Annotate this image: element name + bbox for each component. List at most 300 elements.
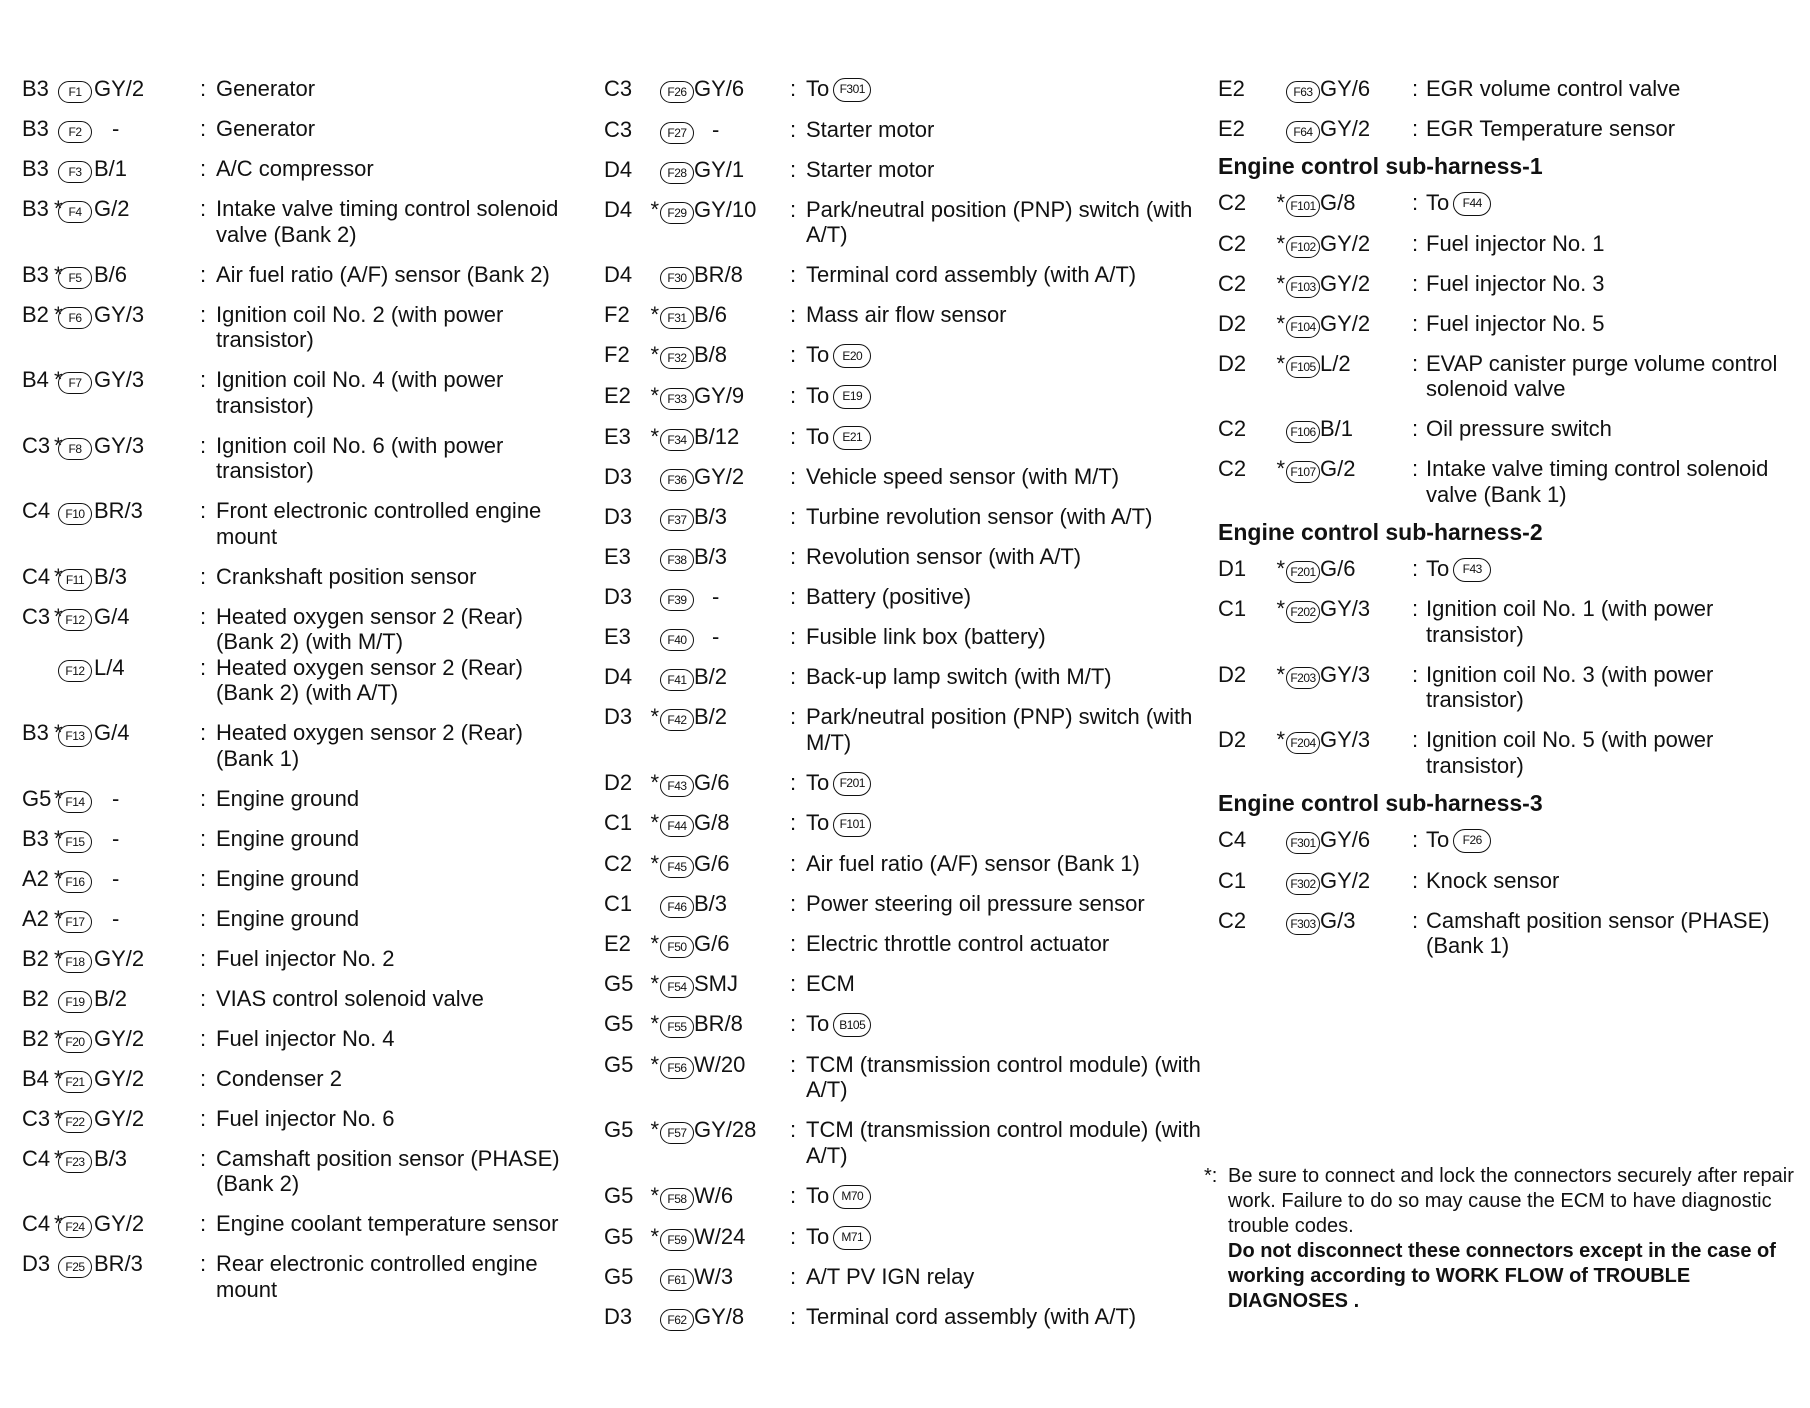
grid-location: D4 [604,262,633,288]
separator-colon: : [789,704,797,730]
description-text: To [1426,190,1450,215]
connector-number: F5 [58,267,92,289]
connector-row [1218,727,1798,778]
wire-color-pins: W/6 [694,1182,734,1208]
wire-color-pins: GY/9 [694,382,745,408]
connector-number: F302 [1286,873,1320,895]
separator-colon: : [199,498,207,523]
separator-colon: : [199,603,207,629]
description-text: Engine ground [216,905,360,931]
connector-number: F21 [58,1071,92,1093]
grid-location: C4 [22,1211,51,1236]
grid-location: C1 [604,810,633,836]
connector-number: F2 [58,121,92,143]
description-text: Power steering oil pressure sensor [806,891,1145,917]
connector-number: F107 [1286,461,1320,483]
grid-location: C1 [1218,867,1247,893]
connector-row [604,197,1204,248]
connector-number: F303 [1286,913,1320,935]
separator-colon: : [199,825,207,851]
connector-number: F201 [1286,561,1320,583]
separator-colon: : [199,156,207,181]
connector-row [1218,662,1798,713]
grid-location: D2 [1218,350,1247,376]
wire-color-pins: BR/3 [94,1251,143,1276]
description-text: TCM (transmission control module) (with A/T) [806,1117,1201,1168]
grid-location: B2 [22,985,49,1011]
separator-colon: : [199,367,207,392]
connector-number: F50 [660,936,694,958]
target-connector-symbol: F26 [1453,829,1491,853]
lock-asterisk: * [650,1223,659,1249]
connector-symbol [58,986,94,1012]
connector-row [604,262,1204,288]
section-title-sub3: Engine control sub-harness-3 [1218,789,1543,816]
connector-description [216,302,582,353]
connector-symbol [58,866,94,892]
wire-color-pins: - [712,116,720,142]
connector-symbol [1286,662,1320,688]
lock-asterisk: * [1276,456,1285,482]
connector-symbol [660,157,694,183]
lock-asterisk: * [54,1105,63,1131]
description-text: Engine ground [216,825,360,851]
connector-row [604,770,1204,796]
connector-row [22,1211,582,1237]
connector-row [604,424,1204,450]
wire-color-pins: GY/2 [1320,310,1371,336]
connector-number: F8 [58,438,92,460]
connector-row [22,433,582,484]
description-text: To [806,1223,830,1249]
lock-asterisk: * [650,1182,659,1208]
connector-number: F43 [660,775,694,797]
connector-row [604,891,1204,917]
grid-location: C2 [1218,230,1247,256]
description-text: Fuel injector No. 1 [1426,230,1605,256]
description-text: Engine ground [216,785,360,811]
separator-colon: : [199,985,207,1011]
separator-colon: : [789,1223,797,1249]
connector-row [604,584,1204,610]
connector-row [1218,231,1798,257]
description-text: Generator [216,116,316,141]
connector-description [806,1304,1204,1330]
wire-color-pins: GY/2 [94,76,145,101]
connector-symbol [660,76,694,102]
wire-color-pins: BR/3 [94,498,143,523]
connector-description [806,1183,1204,1209]
grid-location: B4 [22,367,49,392]
separator-colon: : [199,785,207,811]
grid-location: C3 [604,76,633,101]
lock-asterisk: * [650,1011,659,1037]
connector-description [806,383,1204,409]
separator-colon: : [1411,596,1419,622]
description-text: Rear electronic controlled engine mount [216,1251,538,1302]
connector-symbol [1286,231,1320,257]
connector-description [806,544,1204,570]
note-warning: Do not disconnect these connectors except in the case of working according to WORK FLOW of TROUBLE DIAGNOSES . [1228,1240,1776,1312]
description-text: Ignition coil No. 6 (with power transistor) [216,432,504,483]
connector-description [216,1106,582,1132]
connector-description [1426,116,1798,142]
connector-row [604,1117,1204,1168]
lock-asterisk: * [650,971,659,997]
grid-location: D3 [604,1304,633,1330]
grid-location: B2 [22,945,49,971]
description-text: EGR volume control valve [1426,76,1681,101]
connector-row [604,624,1204,650]
connector-number: F14 [58,791,92,813]
section-title-sub1: Engine control sub-harness-1 [1218,153,1543,179]
connector-symbol [1286,76,1320,102]
connector-description [1426,351,1798,402]
connector-row [22,1251,582,1302]
description-text: To [806,423,830,449]
connector-symbol [660,1052,694,1078]
grid-location: C2 [1218,270,1247,296]
separator-colon: : [199,196,207,221]
lock-asterisk: * [1276,270,1285,296]
connector-row [1218,908,1798,959]
connector-description [1426,827,1798,853]
connector-row [22,720,582,771]
connector-row [22,946,582,972]
connector-description [216,116,582,142]
description-text: Heated oxygen sensor 2 (Rear) (Bank 2) (with M/T) [216,603,523,654]
connector-row [604,1224,1204,1250]
connector-description [1426,908,1798,959]
connector-number: F19 [58,991,92,1013]
connector-description [806,157,1204,183]
description-text: Generator [216,76,316,101]
wire-color-pins: SMJ [694,971,738,997]
connector-description [806,770,1204,796]
connector-number: F203 [1286,667,1320,689]
connector-row [604,971,1204,997]
description-text: Heated oxygen sensor 2 (Rear) (Bank 2) (with A/T) [216,654,523,705]
connector-symbol [660,931,694,957]
connector-symbol [660,584,694,610]
description-text: VIAS control solenoid valve [216,985,484,1011]
connector-number: F20 [58,1031,92,1053]
separator-colon: : [789,76,797,101]
lock-asterisk: * [1276,230,1285,256]
lock-asterisk: * [1276,350,1285,376]
lock-asterisk: * [1276,596,1285,622]
wire-color-pins: W/24 [694,1223,746,1249]
connector-symbol [660,704,694,730]
grid-location: D4 [604,664,633,690]
separator-colon: : [789,1304,797,1330]
grid-location: B3 [22,196,49,221]
grid-location: E2 [604,931,631,957]
grid-location: G5 [604,1223,634,1249]
description-text: Fuel injector No. 2 [216,945,395,971]
grid-location: G5 [604,1182,634,1208]
wire-color-pins: GY/3 [1320,596,1371,622]
connector-number: F42 [660,709,694,731]
connector-number: F1 [58,81,92,103]
grid-location: D3 [604,584,633,610]
note-text: Be sure to connect and lock the connectors securely after repair work. Failure to do so may cause the ECM to have diagnostic trouble codes. [1228,1165,1794,1237]
lock-asterisk: * [54,865,63,891]
connector-symbol [58,1146,94,1172]
separator-colon: : [1411,310,1419,336]
grid-location: G5 [604,1264,634,1290]
connector-row [604,342,1204,368]
separator-colon: : [199,261,207,287]
lock-asterisk: * [54,905,63,931]
lock-asterisk: * [650,196,659,222]
grid-location: G5 [604,1117,634,1143]
connector-description [806,891,1204,917]
connector-row [604,1183,1204,1209]
connector-description [806,504,1204,530]
connector-symbol [660,1224,694,1250]
connector-row [1218,456,1798,507]
connector-number: F63 [1286,81,1320,103]
connector-symbol [660,262,694,288]
description-text: Engine coolant temperature sensor [216,1211,559,1236]
description-text: Fuel injector No. 6 [216,1105,395,1131]
connector-row [604,157,1204,183]
separator-colon: : [199,654,207,680]
lock-asterisk: * [54,1065,63,1091]
connector-number: F58 [660,1188,694,1210]
connector-row [604,504,1204,530]
lock-asterisk: * [54,1025,63,1051]
wire-color-pins: GY/2 [1320,867,1371,893]
lock-asterisk: * [650,342,659,368]
connector-number: F204 [1286,732,1320,754]
wire-color-pins: GY/2 [94,1105,145,1131]
connector-number: F28 [660,162,694,184]
connector-number: F102 [1286,236,1320,258]
connector-number: F301 [1286,832,1320,854]
connector-symbol [58,156,94,182]
connector-number: F46 [660,896,694,918]
separator-colon: : [1411,350,1419,376]
connector-symbol [58,116,94,142]
description-text: Intake valve timing control solenoid valve (Bank 2) [216,196,559,247]
grid-location: D1 [1218,555,1247,581]
connector-row [604,302,1204,328]
target-connector-symbol: M71 [833,1226,871,1250]
description-text: Fuel injector No. 5 [1426,310,1605,336]
connector-description [806,1117,1204,1168]
connector-description [216,367,582,418]
grid-location: B4 [22,1065,49,1091]
wire-color-pins: - [112,785,120,811]
separator-colon: : [199,432,207,458]
connector-number: F12 [58,609,92,631]
wire-color-pins: B/8 [694,342,728,368]
wire-color-pins: B/1 [1320,416,1354,442]
description-text: Air fuel ratio (A/F) sensor (Bank 1) [806,851,1140,877]
wire-color-pins: B/6 [694,302,728,328]
separator-colon: : [199,1105,207,1131]
description-text: Air fuel ratio (A/F) sensor (Bank 2) [216,261,550,287]
connector-description [806,262,1204,288]
connector-number: F25 [58,1256,92,1278]
separator-colon: : [789,464,797,490]
target-connector-symbol: E21 [833,426,871,450]
grid-location: C1 [604,891,633,917]
separator-colon: : [789,1011,797,1037]
connector-number: F105 [1286,356,1320,378]
grid-location: F2 [604,302,630,328]
connector-row [22,262,582,288]
separator-colon: : [1411,116,1419,141]
description-text: Terminal cord assembly (with A/T) [806,1304,1137,1330]
description-text: To [806,382,830,408]
connector-description [806,76,1204,102]
lock-asterisk: * [1276,727,1285,753]
connector-row [604,464,1204,490]
connector-symbol [1286,311,1320,337]
connector-symbol [660,302,694,328]
connector-row [22,1026,582,1052]
connector-symbol [660,544,694,570]
separator-colon: : [199,1145,207,1171]
target-connector-symbol: F301 [833,78,871,102]
description-text: TCM (transmission control module) (with A/T) [806,1051,1201,1103]
connector-number: F38 [660,549,694,571]
connector-symbol [660,810,694,836]
wire-color-pins: GY/10 [694,196,757,222]
connector-number: F15 [58,831,92,853]
wire-color-pins: B/3 [94,1145,128,1171]
wire-color-pins: B/3 [694,544,728,570]
grid-location: D4 [604,156,633,182]
wire-color-pins: GY/3 [94,301,145,327]
wire-color-pins: W/20 [694,1051,746,1077]
wire-color-pins: B/3 [694,504,728,530]
separator-colon: : [789,931,797,957]
separator-colon: : [1411,826,1419,852]
connector-row [22,604,582,655]
connector-symbol [660,1117,694,1143]
connector-row [22,1146,582,1197]
description-text: To [806,810,830,836]
separator-colon: : [789,624,797,650]
wire-color-pins: GY/3 [1320,661,1371,687]
connector-description [216,262,582,288]
lock-asterisk: * [54,720,63,745]
connector-description [216,1251,582,1302]
grid-location: C4 [22,1145,51,1171]
connector-number: F104 [1286,316,1320,338]
description-text: ECM [806,971,855,997]
separator-colon: : [789,262,797,288]
connector-symbol [58,1106,94,1132]
connector-number: F36 [660,469,694,491]
lock-asterisk: * [650,1117,659,1143]
wire-color-pins: GY/2 [1320,230,1371,256]
wire-color-pins: G/6 [1320,555,1356,581]
connector-row [22,986,582,1012]
separator-colon: : [789,891,797,917]
separator-colon: : [1411,661,1419,687]
wire-color-pins: GY/2 [1320,116,1371,141]
separator-colon: : [199,1065,207,1091]
connector-description [806,1052,1204,1103]
lock-asterisk: * [650,769,659,795]
connector-description [806,464,1204,490]
connector-symbol [660,624,694,650]
wire-color-pins: G/4 [94,720,130,745]
connector-number: F101 [1286,195,1320,217]
separator-colon: : [199,116,207,141]
connector-number: F17 [58,911,92,933]
connector-description [216,498,582,549]
description-text: Camshaft position sensor (PHASE) (Bank 1) [1426,907,1770,959]
wire-color-pins: B/2 [94,985,128,1011]
connector-symbol [660,664,694,690]
description-text: To [806,76,830,101]
wire-color-pins: GY/3 [1320,727,1371,753]
connector-symbol [660,1183,694,1209]
wire-color-pins: GY/6 [1320,826,1371,852]
grid-location: C3 [22,432,51,458]
description-text: Park/neutral position (PNP) switch (with M/T) [806,704,1193,755]
connector-symbol [58,564,94,590]
wire-color-pins: G/6 [694,769,730,795]
connector-description [1426,727,1798,778]
connector-number: F56 [660,1057,694,1079]
description-text: Ignition coil No. 4 (with power transistor) [216,367,504,418]
lock-asterisk: * [650,704,659,730]
separator-colon: : [1411,907,1419,933]
wire-color-pins: G/8 [1320,190,1356,215]
grid-location: E2 [1218,116,1245,141]
connector-number: F16 [58,871,92,893]
connector-number: F61 [660,1269,694,1291]
connector-number: F27 [660,122,694,144]
connector-number: F39 [660,589,694,611]
description-text: To [806,1011,830,1037]
connector-number: F3 [58,161,92,183]
description-text: To [1426,555,1450,581]
description-text: Starter motor [806,156,935,182]
separator-colon: : [789,1117,797,1143]
wire-color-pins: GY/2 [94,1025,145,1051]
connector-symbol [660,197,694,223]
separator-colon: : [199,1025,207,1051]
connector-number: F11 [58,569,92,591]
grid-location: E3 [604,423,631,449]
wire-color-pins: - [112,825,120,851]
connector-row [1218,311,1798,337]
connector-symbol [660,117,694,143]
connector-symbol [1286,271,1320,297]
connector-number: F34 [660,429,694,451]
connector-number: F10 [58,503,92,525]
connector-number: F22 [58,1111,92,1133]
wire-color-pins: GY/2 [1320,270,1371,296]
lock-asterisk: * [54,603,63,629]
separator-colon: : [199,1211,207,1236]
connector-description [216,986,582,1012]
description-text: Ignition coil No. 5 (with power transistor) [1426,727,1714,778]
connector-description [216,720,582,771]
wire-color-pins: G/6 [694,931,730,957]
connector-number: F32 [660,347,694,369]
connector-symbol [1286,456,1320,482]
lock-asterisk: * [1276,661,1285,687]
